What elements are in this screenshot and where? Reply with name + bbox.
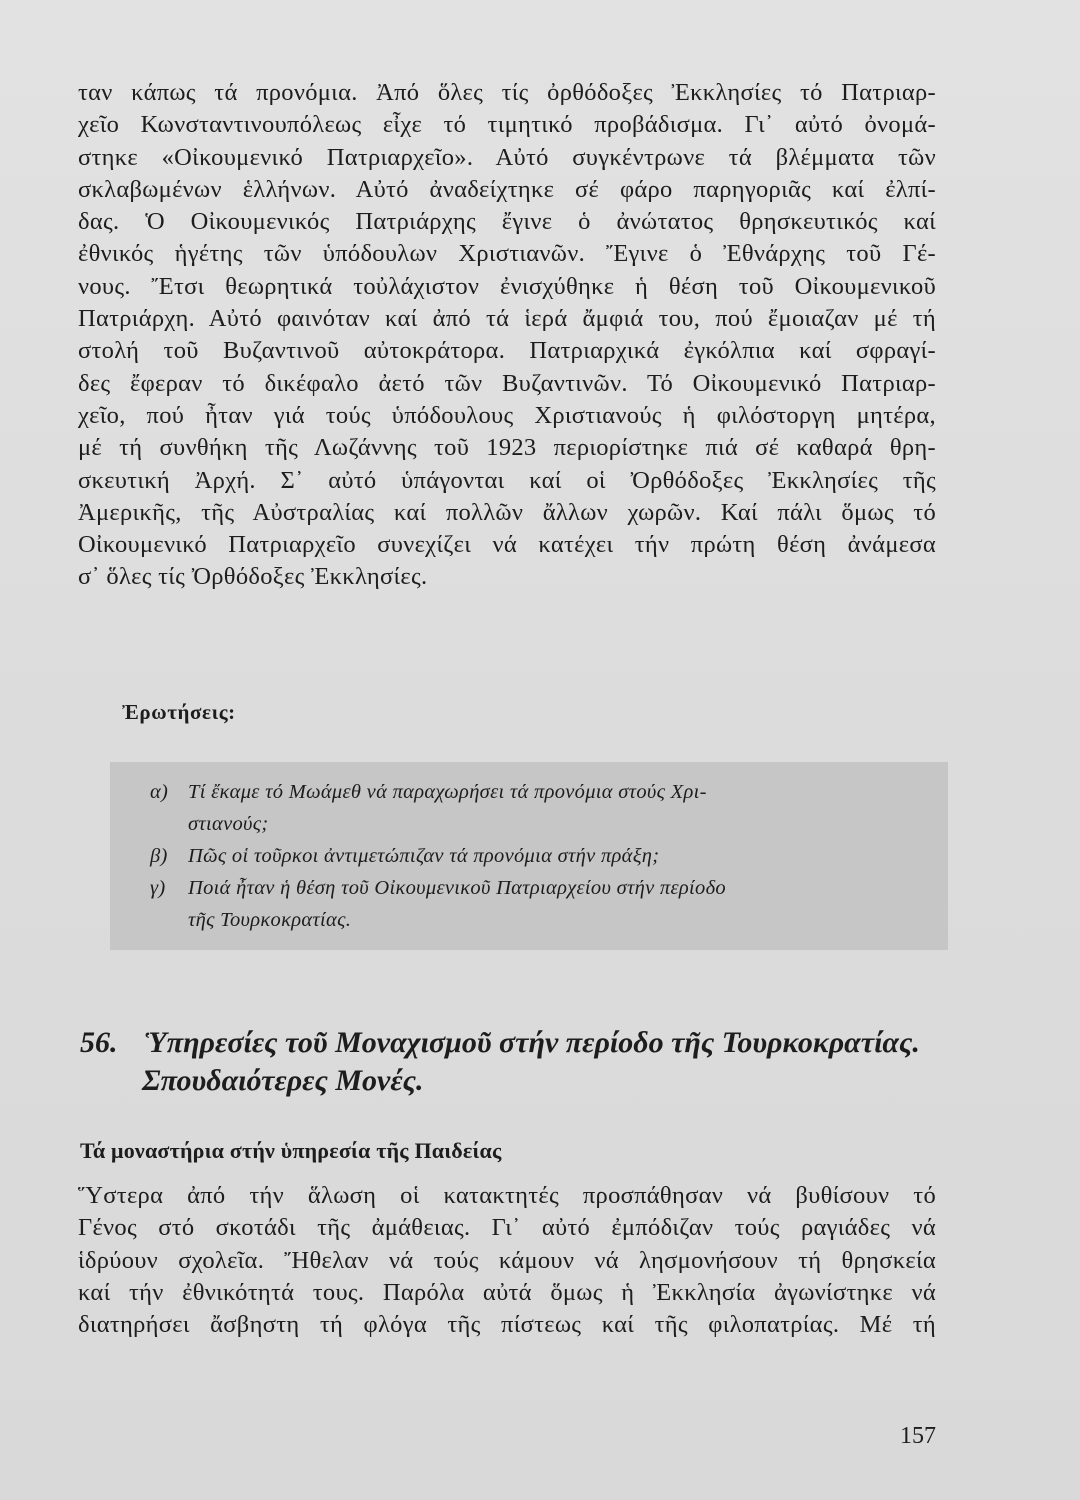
text-line: Ἀμερικῆς, τῆς Αὐστραλίας καί πολλῶν ἄλλων χωρῶν. Καί πάλι ὅμως τό bbox=[78, 498, 936, 526]
section-title-line-1: Ὑπηρεσίες τοῦ Μοναχισμοῦ στήν περίοδο τῆς Τουρκοκρατίας. bbox=[144, 1026, 920, 1059]
text-line: μέ τή συνθήκη τῆς Λωζάννης τοῦ 1923 περιορίστηκε πιά σέ καθαρά θρη- bbox=[78, 434, 936, 462]
page-number: 157 bbox=[900, 1423, 936, 1449]
questions-list bbox=[150, 776, 880, 936]
text-line: στηκε «Οἰκουμενικό Πατριαρχεῖο». Αὐτό συγκέντρωνε τά βλέμματα τῶν bbox=[78, 143, 936, 171]
body-paragraph-1 bbox=[78, 77, 936, 594]
text-line: Πατριάρχη. Αὐτό φαινόταν καί ἀπό τά ἱερά ἄμφιά του, πού ἔμοιαζαν μέ τή bbox=[78, 305, 936, 333]
question-item-b bbox=[150, 840, 880, 872]
questions-heading: Ἐρωτήσεις: bbox=[122, 700, 236, 724]
question-text: στιανούς; bbox=[188, 813, 269, 835]
text-line: ἱδρύουν σχολεῖα. Ἤθελαν νά τούς κάμουν νά λησμονήσουν τή θρησκεία bbox=[78, 1246, 936, 1274]
question-text: Πῶς οἱ τοῦρκοι ἀντιμετώπιζαν τά προνόμια στήν πράξη; bbox=[188, 845, 660, 867]
text-line: ταν κάπως τά προνόμια. Ἀπό ὅλες τίς ὀρθόδοξες Ἐκκλησίες τό Πατριαρ- bbox=[78, 79, 936, 106]
text-line: Οἰκουμενικό Πατριαρχεῖο συνεχίζει νά κατέχει τήν πρώτη θέση ἀνάμεσα bbox=[78, 531, 936, 559]
section-title-line-2: Σπουδαιότερες Μονές. bbox=[142, 1064, 424, 1097]
text-line: σκευτική Ἀρχή. Σ᾿ αὐτό ὑπάγονται καί οἱ Ὀρθόδοξες Ἐκκλησίες τῆς bbox=[78, 466, 936, 494]
text-line: νους. Ἔτσι θεωρητικά τοὐλάχιστον ἐνισχύθηκε ἡ θέση τοῦ Οἰκουμενικοῦ bbox=[78, 272, 936, 300]
text-line: δας. Ὁ Οἰκουμενικός Πατριάρχης ἔγινε ὁ ἀνώτατος θρησκευτικός καί bbox=[78, 208, 936, 236]
question-text: Ποιά ἦταν ἡ θέση τοῦ Οἰκουμενικοῦ Πατριαρχείου στήν περίοδο bbox=[188, 877, 726, 899]
question-text: Τί ἔκαμε τό Μωάμεθ νά παραχωρήσει τά προνόμια στούς Χρι- bbox=[188, 781, 707, 803]
text-line: σ᾿ ὅλες τίς Ὀρθόδοξες Ἐκκλησίες. bbox=[78, 563, 428, 591]
section-number: 56. bbox=[80, 1026, 118, 1059]
question-marker: α) bbox=[150, 781, 169, 803]
question-text: τῆς Τουρκοκρατίας. bbox=[188, 909, 352, 931]
text-line: χεῖο, πού ἦταν γιά τούς ὑπόδουλους Χριστιανούς ἡ φιλόστοργη μητέρα, bbox=[78, 401, 936, 429]
question-marker: γ) bbox=[150, 877, 166, 899]
text-line: σκλαβωμένων ἑλλήνων. Αὐτό ἀναδείχτηκε σέ φάρο παρηγοριᾶς καί ἐλπί- bbox=[78, 175, 936, 203]
text-line: διατηρήσει ἄσβηστη τή φλόγα τῆς πίστεως καί τῆς φιλοπατρίας. Μέ τή bbox=[78, 1311, 936, 1339]
text-line: δες ἔφεραν τό δικέφαλο ἀετό τῶν Βυζαντινῶν. Τό Οἰκουμενικό Πατριαρ- bbox=[78, 369, 936, 397]
subheading: Τά μοναστήρια στήν ὑπηρεσία τῆς Παιδείας bbox=[80, 1138, 502, 1163]
question-item-c bbox=[150, 872, 880, 936]
section-title bbox=[80, 1024, 950, 1100]
body-paragraph-2 bbox=[78, 1180, 936, 1341]
question-marker: β) bbox=[150, 845, 168, 867]
text-line: ἐθνικός ἡγέτης τῶν ὑπόδουλων Χριστιανῶν. Ἔγινε ὁ Ἐθνάρχης τοῦ Γέ- bbox=[78, 240, 936, 268]
text-line: στολή τοῦ Βυζαντινοῦ αὐτοκράτορα. Πατριαρχικά ἐγκόλπια καί σφραγί- bbox=[78, 337, 936, 365]
text-line: Ὕστερα ἀπό τήν ἅλωση οἱ κατακτητές προσπάθησαν νά βυθίσουν τό bbox=[78, 1182, 936, 1209]
text-line: Γένος στό σκοτάδι τῆς ἀμάθειας. Γι᾿ αὐτό ἐμπόδιζαν τούς ραγιάδες νά bbox=[78, 1214, 936, 1242]
question-item-a bbox=[150, 776, 880, 840]
text-line: καί τήν ἐθνικότητά τους. Παρόλα αὐτά ὅμως ἡ Ἐκκλησία ἀγωνίστηκε νά bbox=[78, 1278, 936, 1306]
text-line: χεῖο Κωνσταντινουπόλεως εἶχε τό τιμητικό προβάδισμα. Γι᾿ αὐτό ὀνομά- bbox=[78, 111, 936, 139]
